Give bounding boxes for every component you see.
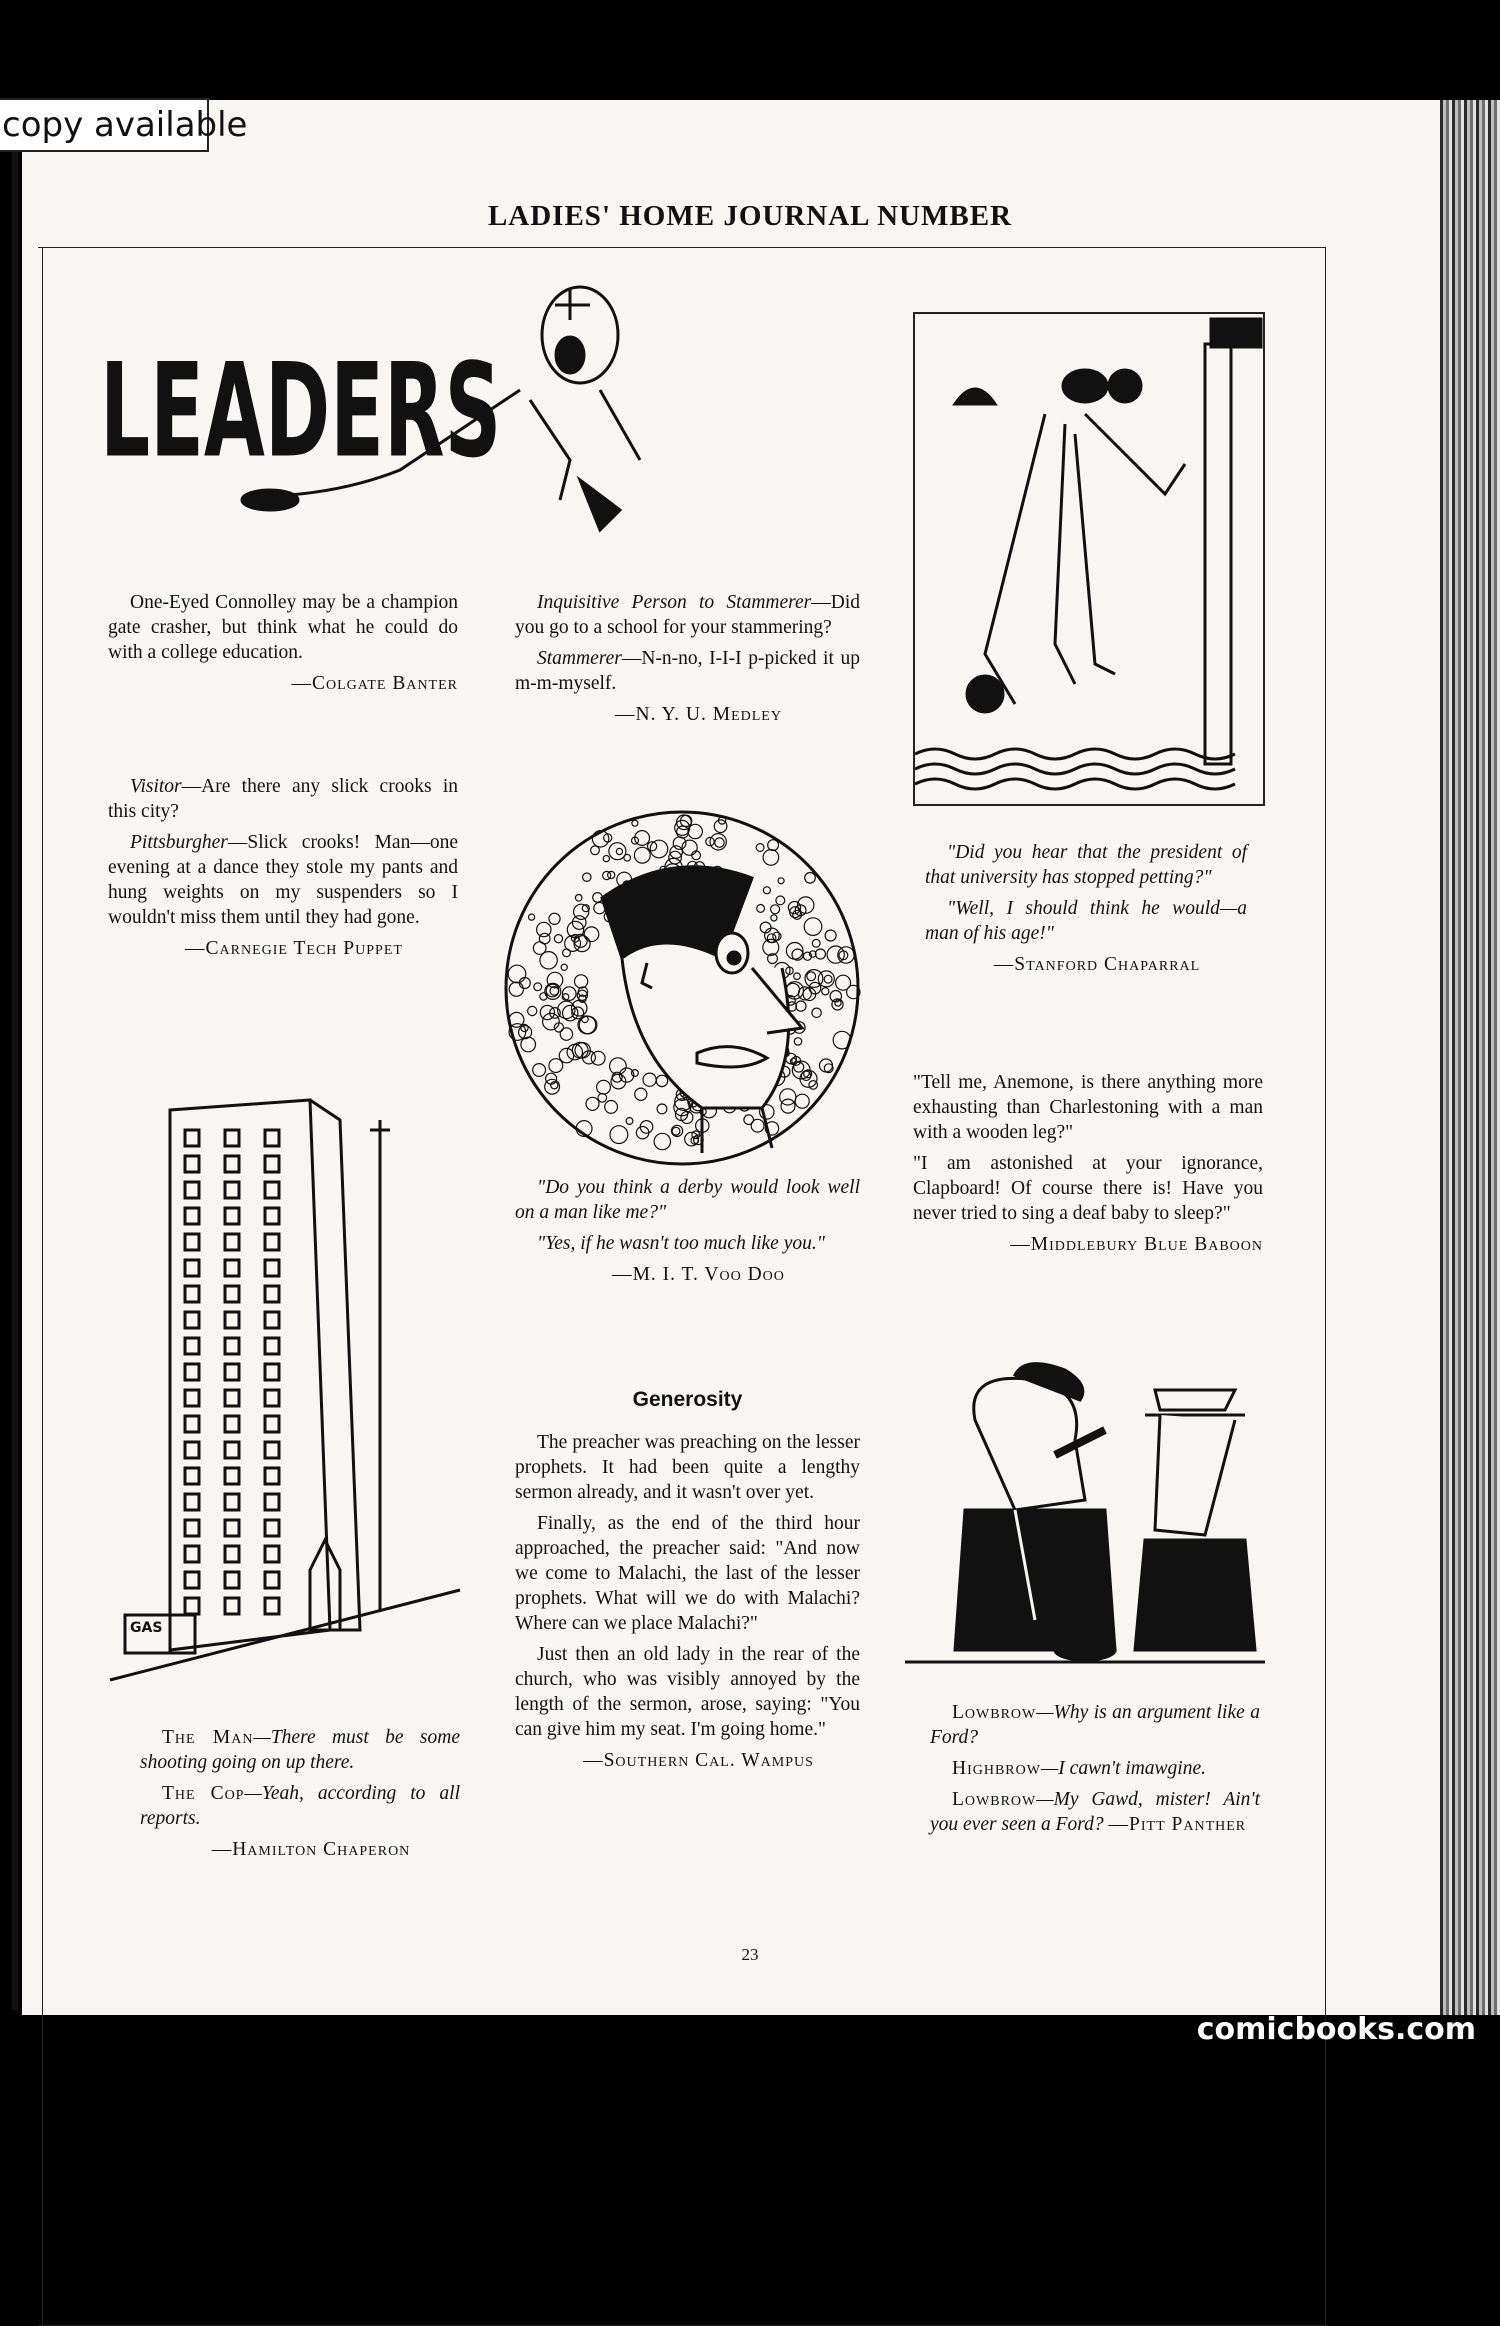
building-window	[185, 1520, 199, 1536]
stanford-line-1: "Did you hear that the president of that university has stopped petting?"	[925, 842, 1247, 888]
building-window	[265, 1598, 279, 1614]
highbrow-line: —I cawn't imawgine.	[1040, 1758, 1207, 1779]
building-window	[185, 1416, 199, 1432]
building-window	[265, 1234, 279, 1250]
skyscraper-cartoon	[110, 1070, 460, 1690]
speaker-visitor: Visitor	[130, 776, 182, 797]
building-window	[185, 1546, 199, 1562]
the-man-line: —There must be some shooting going on up there.	[140, 1727, 460, 1773]
joke-middlebury-attribution: —Middlebury Blue Baboon	[1010, 1234, 1263, 1255]
building-window	[225, 1338, 239, 1354]
generosity-p2: Finally, as the end of the third hour approached, the preacher said: "And now we come to Malachi, the last of the lesser prophets. What will we do with Malachi? Where can we place Malachi?"	[515, 1513, 860, 1634]
copy-available-banner: copy available	[0, 98, 209, 152]
building-window	[265, 1520, 279, 1536]
building-window	[185, 1598, 199, 1614]
book-binding	[1440, 100, 1500, 2015]
building-window	[265, 1312, 279, 1328]
building-window	[225, 1494, 239, 1510]
weights-cartoon-frame	[913, 312, 1265, 806]
gas-station-sign: GAS	[130, 1620, 163, 1636]
building-window	[265, 1416, 279, 1432]
building-window	[265, 1494, 279, 1510]
building-window	[265, 1156, 279, 1172]
speaker-the-man: The Man	[162, 1727, 254, 1748]
building-window	[225, 1260, 239, 1276]
building-window	[185, 1234, 199, 1250]
building-window	[265, 1130, 279, 1146]
building-window	[185, 1572, 199, 1588]
building-window	[265, 1286, 279, 1302]
joke-nyu-attribution: —N. Y. U. Medley	[615, 704, 782, 725]
building-window	[185, 1182, 199, 1198]
joke-mit	[515, 1175, 860, 1293]
joke-colgate-body: One-Eyed Connolley may be a champion gate crasher, but think what he could do with a college education.	[108, 592, 458, 663]
speaker-the-cop: The Cop	[162, 1783, 245, 1804]
building-window	[225, 1468, 239, 1484]
speaker-stammerer: Stammerer	[537, 648, 622, 669]
mit-line-2: "Yes, if he wasn't too much like you."	[537, 1233, 825, 1254]
middlebury-line-2: "I am astonished at your ignorance, Clapboard! Of course there is! Have you never tried to sing a deaf baby to sleep?"	[913, 1153, 1263, 1224]
building-window	[265, 1182, 279, 1198]
building-window	[265, 1468, 279, 1484]
derby-portrait-cartoon	[502, 808, 862, 1168]
building-window	[185, 1130, 199, 1146]
building-window	[185, 1208, 199, 1224]
speaker-highbrow: Highbrow	[952, 1758, 1041, 1779]
leaders-cartoon	[100, 280, 560, 540]
top-rule	[38, 247, 1325, 248]
building-window	[185, 1338, 199, 1354]
generosity-title: Generosity	[632, 1388, 743, 1411]
page-number: 23	[741, 1945, 759, 1964]
speaker-lowbrow-2: Lowbrow	[952, 1789, 1037, 1810]
building-window	[225, 1182, 239, 1198]
generosity-p1: The preacher was preaching on the lesser prophets. It had been quite a lengthy sermon already, and it wasn't over yet.	[515, 1432, 860, 1503]
joke-stanford-attribution: —Stanford Chaparral	[993, 954, 1201, 975]
building-window	[225, 1130, 239, 1146]
joke-generosity	[515, 1430, 860, 1779]
building-window	[225, 1442, 239, 1458]
building-window	[265, 1338, 279, 1354]
stammerer-line: —N-n-no, I-I-I p-picked it up m-m-myself.	[515, 648, 860, 694]
building-window	[185, 1286, 199, 1302]
building-window	[185, 1260, 199, 1276]
joke-mit-attribution: —M. I. T. Voo Doo	[612, 1264, 785, 1285]
speaker-lowbrow-1: Lowbrow	[952, 1702, 1037, 1723]
joke-hamilton-attribution: —Hamilton Chaperon	[211, 1839, 411, 1860]
lowbrow-line-2: —My Gawd, mister! Ain't you ever seen a Ford?	[930, 1789, 1260, 1835]
joke-stanford	[925, 840, 1247, 983]
joke-colgate-attribution: —Colgate Banter	[291, 673, 458, 694]
building-window	[185, 1312, 199, 1328]
building-window	[225, 1156, 239, 1172]
leaders-title: LEADERS	[100, 335, 502, 487]
joke-colgate	[108, 590, 458, 702]
joke-pitt-attribution: —Pitt Panther	[1108, 1814, 1247, 1835]
inquisitive-line: —Did you go to a school for your stammering?	[515, 592, 860, 638]
the-cop-line: —Yeah, according to all reports.	[140, 1783, 460, 1829]
building-window	[265, 1390, 279, 1406]
joke-nyu	[515, 590, 860, 733]
building-window	[265, 1546, 279, 1562]
speaker-inquisitive-person: Inquisitive Person to Stammerer	[537, 592, 812, 613]
building-window	[185, 1156, 199, 1172]
lowbrow-line-1: —Why is an argument like a Ford?	[930, 1702, 1260, 1748]
building-window	[225, 1572, 239, 1588]
joke-carnegie-attribution: —Carnegie Tech Puppet	[185, 938, 403, 959]
building-window	[225, 1312, 239, 1328]
stanford-line-2: "Well, I should think he would—a man of his age!"	[925, 898, 1247, 944]
building-window	[185, 1390, 199, 1406]
joke-carnegie	[108, 774, 458, 967]
building-window	[185, 1442, 199, 1458]
generosity-p3: Just then an old lady in the rear of the church, who was visibly annoyed by the length of the sermon, arose, saying: "You can give him my seat. I'm going home."	[515, 1644, 860, 1740]
building-window	[265, 1208, 279, 1224]
building-window	[225, 1286, 239, 1302]
joke-generosity-attribution: —Southern Cal. Wampus	[583, 1750, 814, 1771]
building-window	[265, 1260, 279, 1276]
weights-cartoon	[915, 314, 1263, 804]
building-window	[185, 1494, 199, 1510]
building-window	[265, 1364, 279, 1380]
lowbrow-highbrow-cartoon	[905, 1360, 1265, 1670]
building-window	[225, 1416, 239, 1432]
joke-pitt	[930, 1700, 1260, 1843]
visitor-line: —Are there any slick crooks in this city?	[108, 776, 458, 822]
building-window	[185, 1468, 199, 1484]
building-window	[185, 1364, 199, 1380]
page-header: LADIES' HOME JOURNAL NUMBER	[487, 200, 1013, 232]
comicbooks-watermark: comicbooks.com	[1196, 2012, 1476, 2047]
joke-hamilton	[140, 1725, 460, 1868]
building-window	[225, 1364, 239, 1380]
mit-line-1: "Do you think a derby would look well on a man like me?"	[515, 1177, 860, 1223]
left-rule	[42, 247, 43, 2325]
building-window	[265, 1442, 279, 1458]
pittsburgher-line: —Slick crooks! Man—one evening at a dance they stole my pants and hung weights on my suspenders so I wouldn't miss them until they had gone.	[108, 832, 458, 928]
spine-edge	[12, 150, 18, 2010]
building-window	[225, 1546, 239, 1562]
building-window	[225, 1234, 239, 1250]
joke-middlebury	[913, 1070, 1263, 1263]
building-window	[225, 1208, 239, 1224]
building-window	[225, 1598, 239, 1614]
building-window	[225, 1390, 239, 1406]
building-window	[265, 1572, 279, 1588]
middlebury-line-1: "Tell me, Anemone, is there anything more exhausting than Charlestoning with a man with a wooden leg?"	[913, 1072, 1263, 1143]
speaker-pittsburgher: Pittsburgher	[130, 832, 228, 853]
building-window	[225, 1520, 239, 1536]
